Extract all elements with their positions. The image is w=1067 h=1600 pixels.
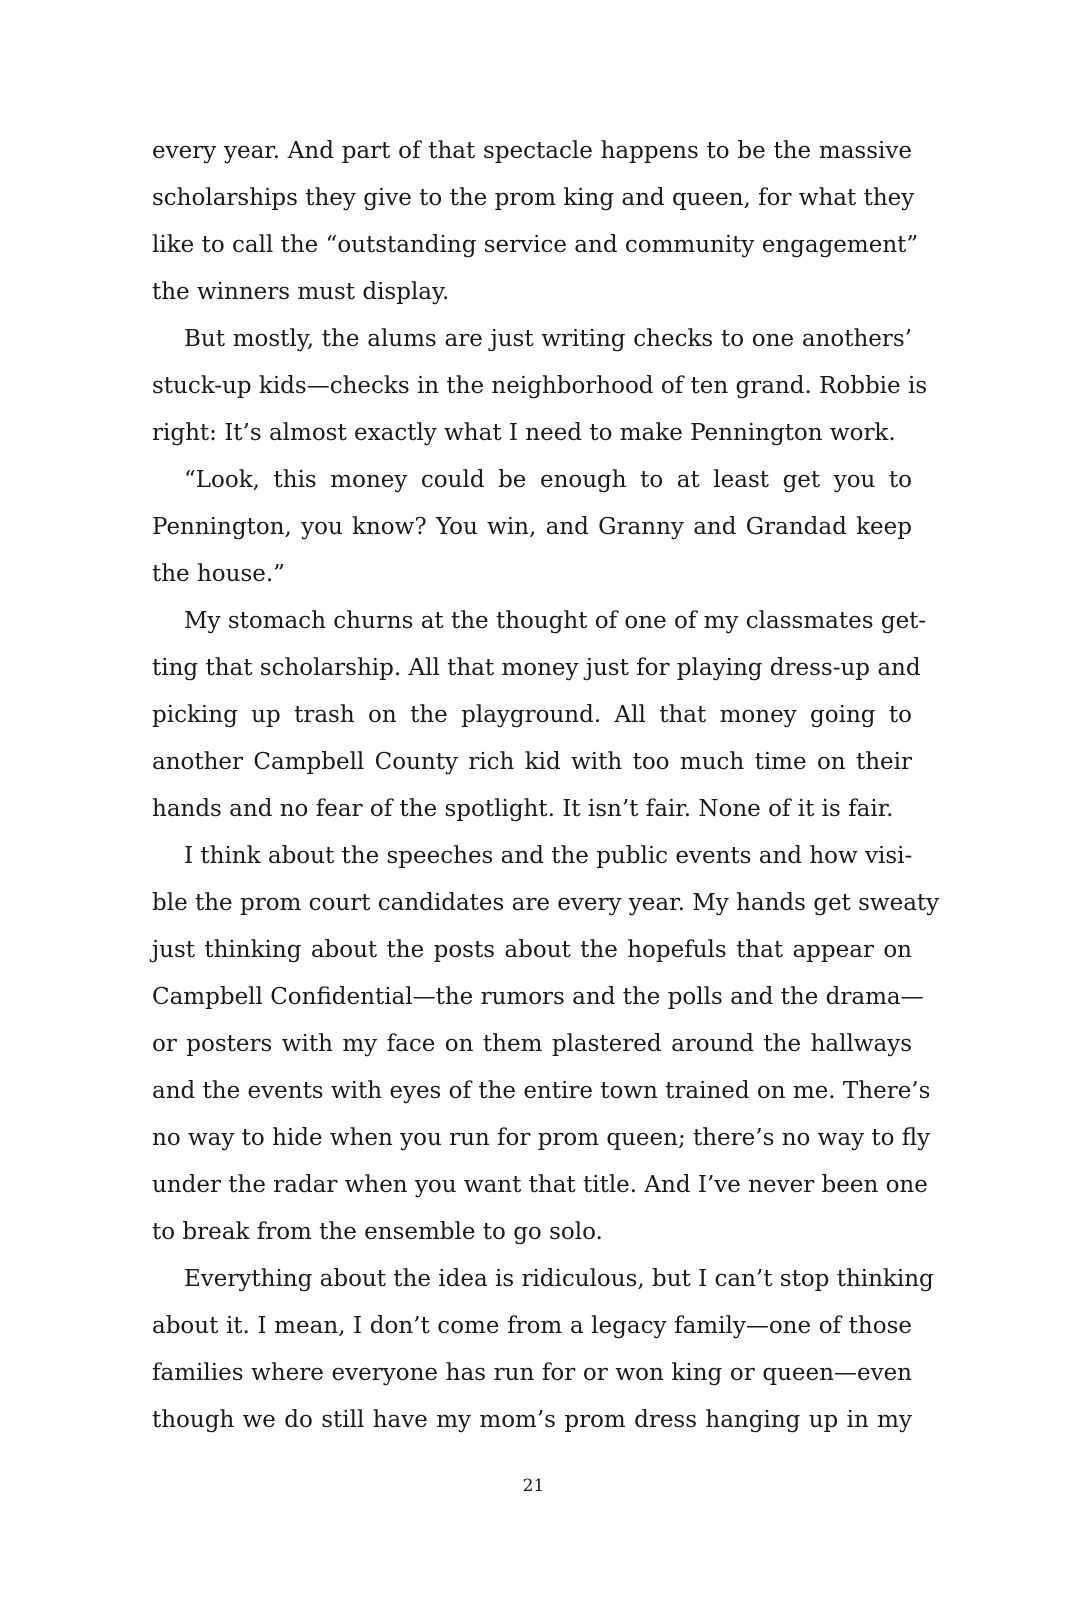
text-line: about it. I mean, I don’t come from a legacy family—one of those	[152, 1313, 912, 1339]
text-line: and the events with eyes of the entire town trained on me. There’s	[152, 1078, 931, 1104]
text-line: ble the prom court candidates are every year. My hands get sweaty	[152, 890, 940, 916]
text-line: hands and no fear of the spotlight. It isn’t fair. None of it is fair.	[152, 796, 894, 822]
body-text	[152, 128, 940, 1444]
text-line: to break from the ensemble to go solo.	[152, 1219, 603, 1245]
text-line: another Campbell County rich kid with too much time on their	[152, 749, 912, 775]
text-line: every year. And part of that spectacle happens to be the massive	[152, 138, 912, 164]
text-line: just thinking about the posts about the hopefuls that appear on	[152, 937, 912, 963]
text-line: But mostly, the alums are just writing checks to one anothers’	[184, 326, 912, 352]
text-line: under the radar when you want that title. And I’ve never been one	[152, 1172, 928, 1198]
text-line: like to call the “outstanding service and community engagement”	[152, 232, 919, 258]
page-number: 21	[522, 1476, 545, 1496]
text-line: right: It’s almost exactly what I need to make Pennington work.	[152, 420, 896, 446]
text-line: “Look, this money could be enough to at least get you to	[184, 467, 912, 493]
text-line: Everything about the idea is ridiculous, but I can’t stop thinking	[184, 1266, 934, 1292]
text-line: stuck-up kids—checks in the neighborhood of ten grand. Robbie is	[152, 373, 928, 399]
text-line: no way to hide when you run for prom queen; there’s no way to fly	[152, 1125, 931, 1151]
text-line: ting that scholarship. All that money just for playing dress-up and	[152, 655, 921, 681]
text-line: though we do still have my mom’s prom dress hanging up in my	[152, 1407, 912, 1433]
text-line: Campbell Confidential—the rumors and the polls and the drama—	[152, 984, 924, 1010]
text-line: My stomach churns at the thought of one of my classmates get-	[184, 608, 927, 634]
text-line: I think about the speeches and the public events and how visi-	[184, 843, 913, 869]
text-line: Pennington, you know? You win, and Granny and Grandad keep	[152, 514, 912, 540]
text-line: the winners must display.	[152, 279, 450, 305]
text-line: scholarships they give to the prom king and queen, for what they	[152, 185, 915, 211]
text-line: picking up trash on the playground. All that money going to	[152, 702, 912, 728]
text-line: the house.”	[152, 561, 285, 587]
text-line: or posters with my face on them plastered around the hallways	[152, 1031, 912, 1057]
text-line: families where everyone has run for or won king or queen—even	[152, 1360, 912, 1386]
